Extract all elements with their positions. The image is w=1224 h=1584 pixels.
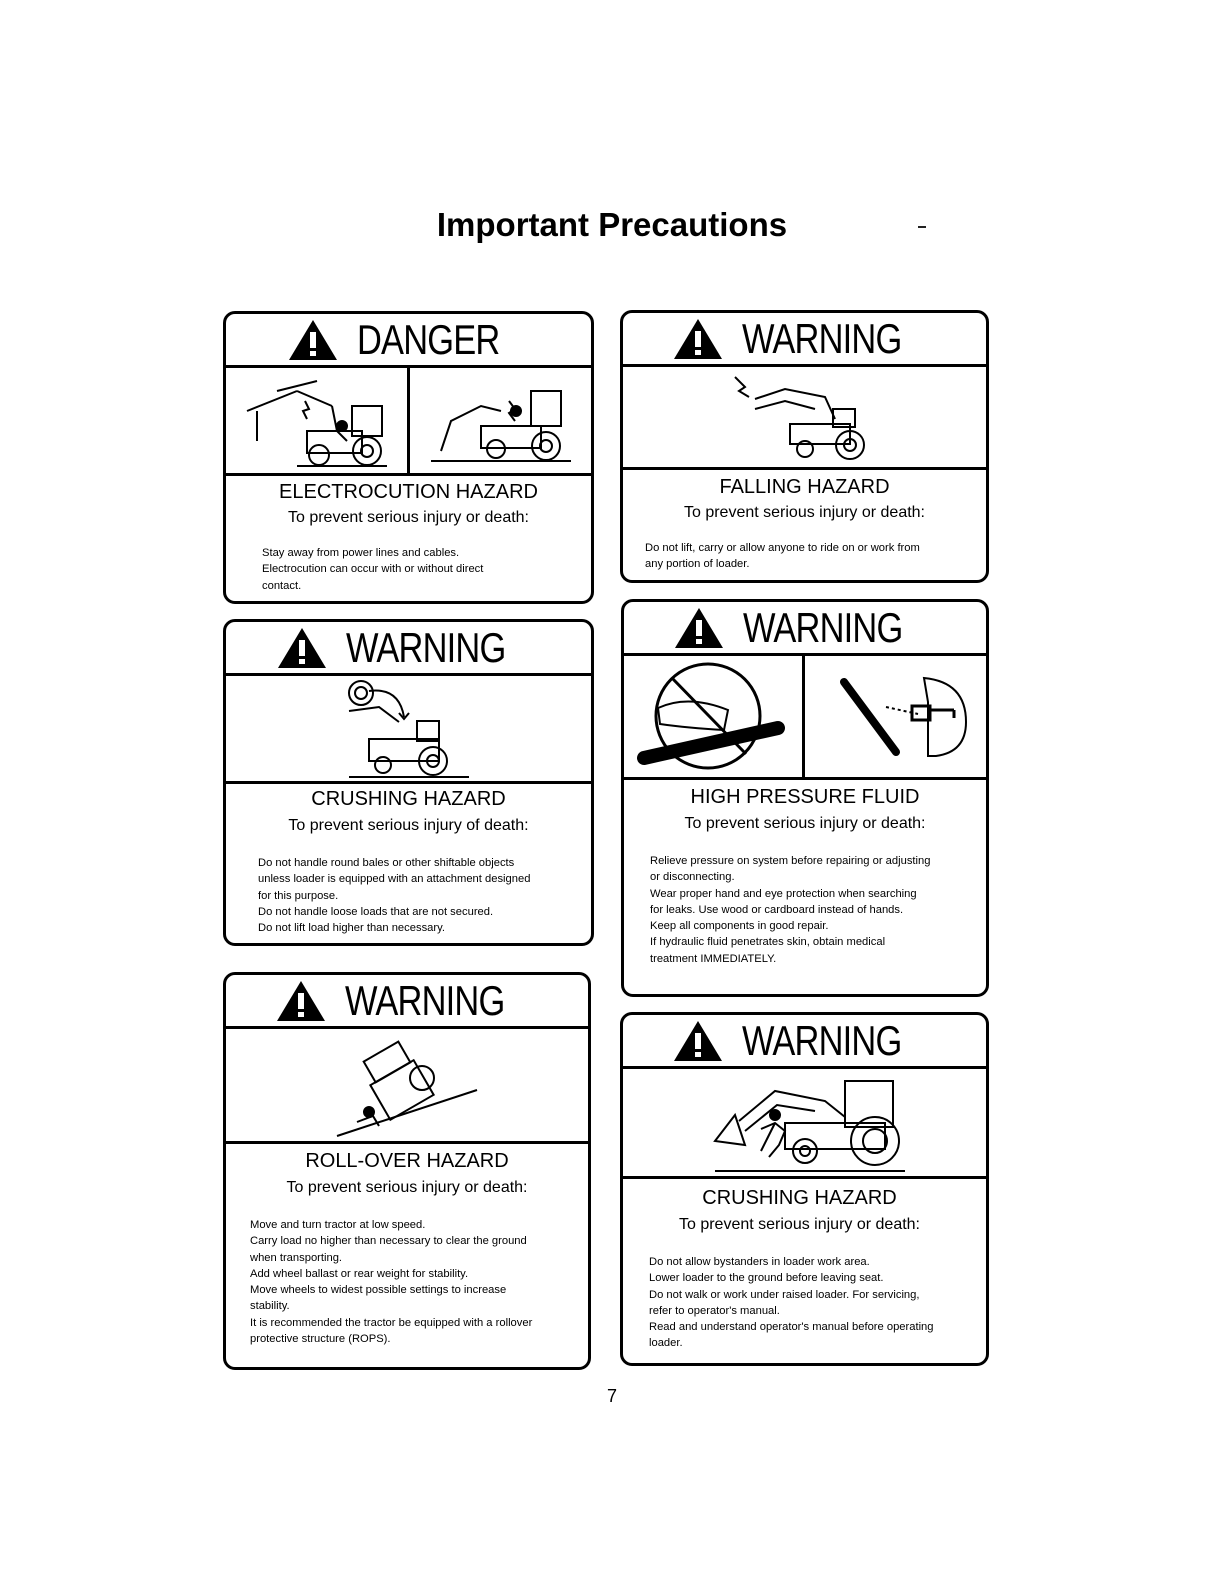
alert-triangle-icon	[673, 606, 725, 650]
instruction-line: Relieve pressure on system before repairing or adjusting	[650, 855, 931, 867]
instruction-line: Electrocution can occur with or without direct	[262, 563, 484, 576]
round-bale-pictogram	[226, 676, 591, 781]
page-title: Important Precautions	[436, 206, 788, 243]
decal-header	[623, 313, 986, 367]
instruction-line: for this purpose.	[258, 889, 339, 902]
pictogram-row	[624, 656, 986, 780]
instruction-line: If hydraulic fluid penetrates skin, obtain medical	[650, 936, 886, 949]
decal-message	[624, 786, 986, 967]
instruction-line: Stay away from power lines and cables.	[262, 547, 460, 559]
signal-word: WARNING	[346, 623, 506, 671]
no-hand-search-pictogram	[624, 656, 802, 777]
pictogram-row	[226, 1029, 588, 1144]
instruction-line: Do not lift load higher than necessary.	[258, 922, 445, 935]
instruction-line: contact.	[262, 579, 302, 592]
prevent-text: To prevent serious injury or death:	[287, 509, 529, 526]
instruction-line: It is recommended the tractor be equipped with a rollover	[250, 1316, 533, 1329]
prevent-text: To prevent serious injury or death:	[678, 1216, 920, 1233]
pictogram-row	[226, 368, 591, 476]
instruction-line: Wear proper hand and eye protection when searching	[650, 887, 917, 900]
alert-triangle-icon	[672, 317, 724, 361]
instruction-line: refer to operator's manual.	[649, 1304, 780, 1317]
instruction-line: any portion of loader.	[645, 558, 750, 571]
pictogram-row	[226, 676, 591, 784]
decal-crushing-bales	[223, 619, 594, 946]
decal-message	[226, 1150, 588, 1347]
hazard-title: ELECTROCUTION HAZARD	[279, 481, 538, 503]
instruction-line: when transporting.	[250, 1251, 343, 1264]
instruction-lines	[624, 853, 986, 967]
instruction-line: loader.	[649, 1337, 683, 1350]
decal-header	[226, 314, 591, 368]
decal-header	[226, 622, 591, 676]
instruction-lines	[226, 1217, 588, 1347]
roll-over-pictogram	[226, 1029, 588, 1141]
instruction-line: for leaks. Use wood or cardboard instead of hands.	[650, 903, 904, 916]
instruction-line: Do not allow bystanders in loader work area.	[649, 1256, 870, 1268]
instruction-lines	[226, 855, 591, 936]
alert-triangle-icon	[287, 318, 339, 362]
instruction-line: protective structure (ROPS).	[250, 1333, 391, 1346]
electrocution-backhoe-pictogram	[407, 368, 591, 473]
instruction-line: stability.	[250, 1300, 290, 1313]
electrocution-loader-pictogram	[226, 368, 407, 473]
decal-message	[623, 476, 986, 573]
page-number: 7	[606, 1386, 617, 1406]
prevent-text: To prevent serious injury or death:	[286, 1179, 528, 1196]
instruction-lines	[623, 1254, 986, 1352]
instruction-line: Move and turn tractor at low speed.	[250, 1219, 426, 1231]
stray-mark	[918, 226, 926, 228]
instruction-line: Move wheels to widest possible settings to increase	[250, 1284, 507, 1297]
instruction-lines	[226, 545, 591, 594]
hazard-title: HIGH PRESSURE FLUID	[690, 786, 920, 808]
decal-message	[226, 481, 591, 594]
prevent-text: To prevent serious injury of death:	[288, 817, 529, 834]
instruction-line: Do not walk or work under raised loader. For servicing,	[649, 1288, 920, 1301]
pictogram-row	[623, 367, 986, 470]
instruction-line: Do not handle round bales or other shiftable objects	[258, 857, 515, 869]
bystander-under-loader-pictogram	[623, 1069, 986, 1176]
hazard-title: CRUSHING HAZARD	[311, 788, 506, 810]
instruction-line: or disconnecting.	[650, 871, 735, 884]
decal-high-pressure-fluid	[621, 599, 989, 997]
prevent-text: To prevent serious injury or death:	[683, 504, 925, 521]
signal-word: WARNING	[742, 1016, 902, 1064]
hazard-title: ROLL-OVER HAZARD	[305, 1150, 509, 1172]
decal-crushing-bystanders	[620, 1012, 989, 1366]
instruction-line: Do not handle loose loads that are not secured.	[258, 905, 494, 918]
hazard-title: CRUSHING HAZARD	[702, 1187, 897, 1209]
pictogram-row	[623, 1069, 986, 1179]
alert-triangle-icon	[275, 979, 327, 1023]
instruction-line: unless loader is equipped with an attachment designed	[258, 873, 531, 886]
decal-message	[226, 788, 591, 936]
alert-triangle-icon	[276, 626, 328, 670]
signal-word: WARNING	[344, 976, 505, 1024]
instruction-line: Add wheel ballast or rear weight for stability.	[250, 1267, 469, 1280]
alert-triangle-icon	[672, 1019, 724, 1063]
decal-falling	[620, 310, 989, 583]
decal-header	[623, 1015, 986, 1069]
signal-word: DANGER	[356, 315, 500, 363]
instruction-line: Do not lift, carry or allow anyone to ride on or work from	[645, 542, 920, 554]
decal-electrocution	[223, 311, 594, 604]
hazard-title: FALLING HAZARD	[719, 476, 890, 498]
instruction-line: Carry load no higher than necessary to clear the ground	[250, 1235, 527, 1248]
instruction-line: Read and understand operator's manual before operating	[649, 1321, 934, 1334]
instruction-line: Keep all components in good repair.	[650, 920, 829, 933]
eye-protection-pictogram	[802, 656, 986, 777]
signal-word: WARNING	[742, 603, 903, 651]
decal-header	[226, 975, 588, 1029]
falling-pictogram	[623, 367, 986, 467]
decal-roll-over	[223, 972, 591, 1370]
instruction-line: Lower loader to the ground before leaving seat.	[649, 1272, 884, 1285]
prevent-text: To prevent serious injury or death:	[684, 815, 926, 832]
decal-message	[623, 1187, 986, 1352]
decal-header	[624, 602, 986, 656]
instruction-line: treatment IMMEDIATELY.	[650, 952, 777, 965]
instruction-lines	[623, 540, 986, 573]
signal-word: WARNING	[742, 314, 902, 362]
